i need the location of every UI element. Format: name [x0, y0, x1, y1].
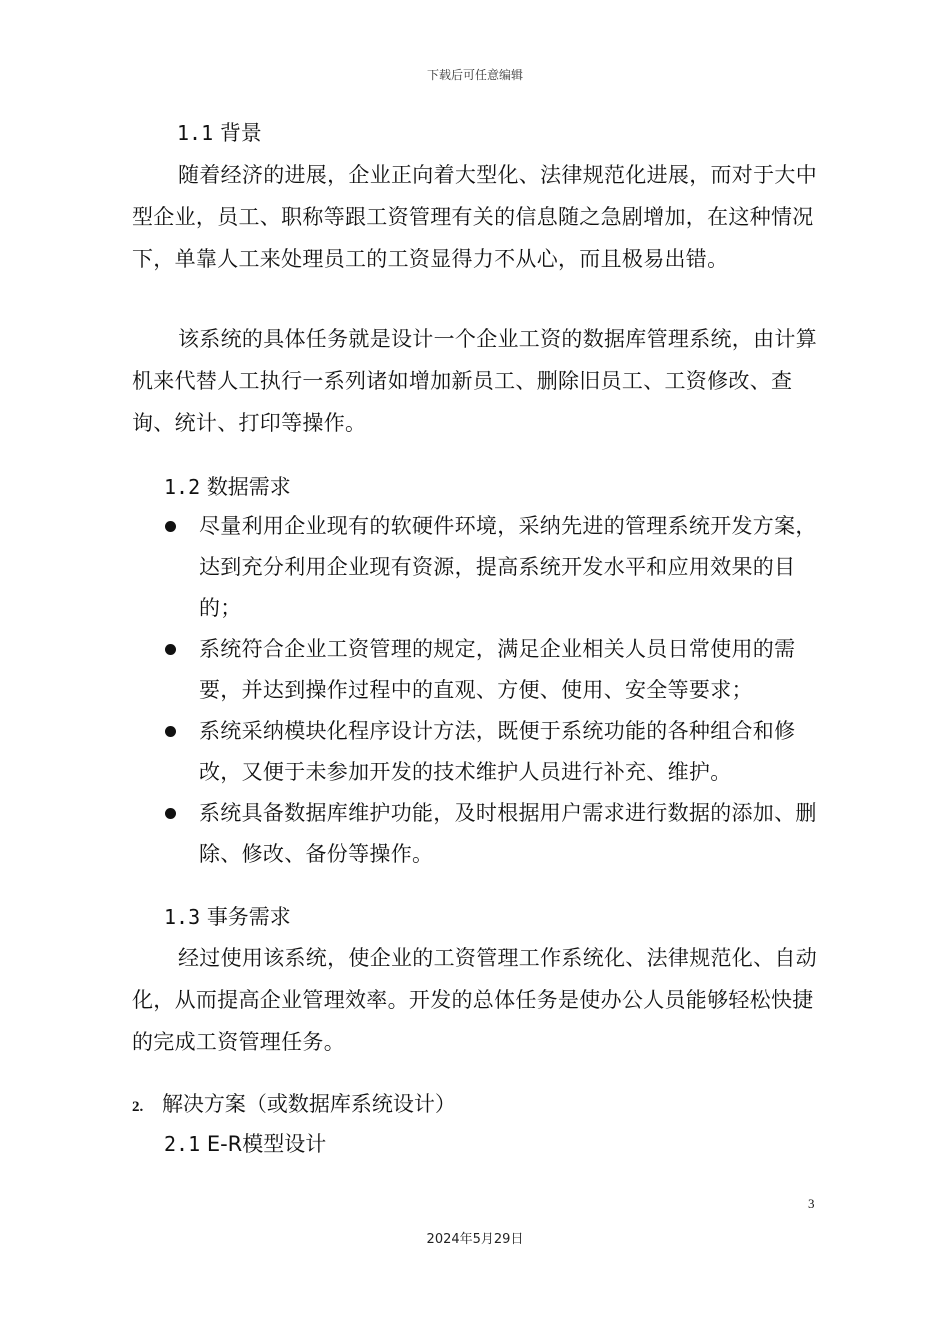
section-number: 2.	[132, 1099, 144, 1115]
section-heading-1-3	[164, 902, 291, 932]
requirements-list	[162, 506, 832, 875]
section-heading-1-2	[164, 472, 291, 502]
paragraph-transaction: 经过使用该系统，使企业的工资管理工作系统化、法律规范化、自动化，从而提高企业管理效率。开发的总体任务是使办公人员能够轻松快捷的完成工资管理任务。	[132, 946, 817, 1054]
paragraph-background-1: 随着经济的进展，企业正向着大型化、法律规范化进展，而对于大中型企业，员工、职称等跟工资管理有关的信息随之急剧增加，在这种情况下，单靠人工来处理员工的工资显得力不从心，而且极易出错。	[132, 163, 817, 271]
bullet-icon	[165, 644, 176, 655]
page-number: 3	[808, 1196, 815, 1211]
section-heading-2	[132, 1089, 456, 1122]
list-item-text: 尽量利用企业现有的软硬件环境，采纳先进的管理系统开发方案，达到充分利用企业现有资源，提高系统开发水平和应用效果的目的；	[199, 514, 817, 620]
list-item-text: 系统符合企业工资管理的规定，满足企业相关人员日常使用的需要，并达到操作过程中的直观、方便、使用、安全等要求；	[199, 637, 796, 702]
section-title: 数据需求	[206, 475, 291, 499]
bullet-icon	[165, 521, 176, 532]
list-item	[162, 711, 832, 793]
section-title: E-R模型设计	[206, 1132, 327, 1156]
section-heading-1-1	[177, 118, 262, 148]
list-item-text: 系统具备数据库维护功能，及时根据用户需求进行数据的添加、删除、修改、备份等操作。	[199, 801, 817, 866]
section-number: 1.1	[177, 121, 214, 145]
section-number: 1.3	[164, 905, 201, 929]
bullet-icon	[165, 726, 176, 737]
section-heading-2-1	[164, 1129, 326, 1159]
list-item-text: 系统采纳模块化程序设计方法，既便于系统功能的各种组合和修改，又便于未参加开发的技术维护人员进行补充、维护。	[199, 719, 796, 784]
list-item	[162, 629, 832, 711]
list-item	[162, 506, 832, 629]
section-title: 解决方案（或数据库系统设计）	[161, 1092, 456, 1116]
section-number: 2.1	[164, 1132, 201, 1156]
section-title: 事务需求	[206, 905, 291, 929]
section-number: 1.2	[164, 475, 201, 499]
header-note: 下载后可任意编辑	[426, 68, 523, 82]
list-item	[162, 793, 832, 875]
bullet-icon	[165, 808, 176, 819]
paragraph-background-2: 该系统的具体任务就是设计一个企业工资的数据库管理系统，由计算机来代替人工执行一系列诸如增加新员工、删除旧员工、工资修改、查询、统计、打印等操作。	[132, 327, 817, 435]
footer-date: 2024年5月29日	[426, 1232, 524, 1247]
section-title: 背景	[219, 121, 262, 145]
